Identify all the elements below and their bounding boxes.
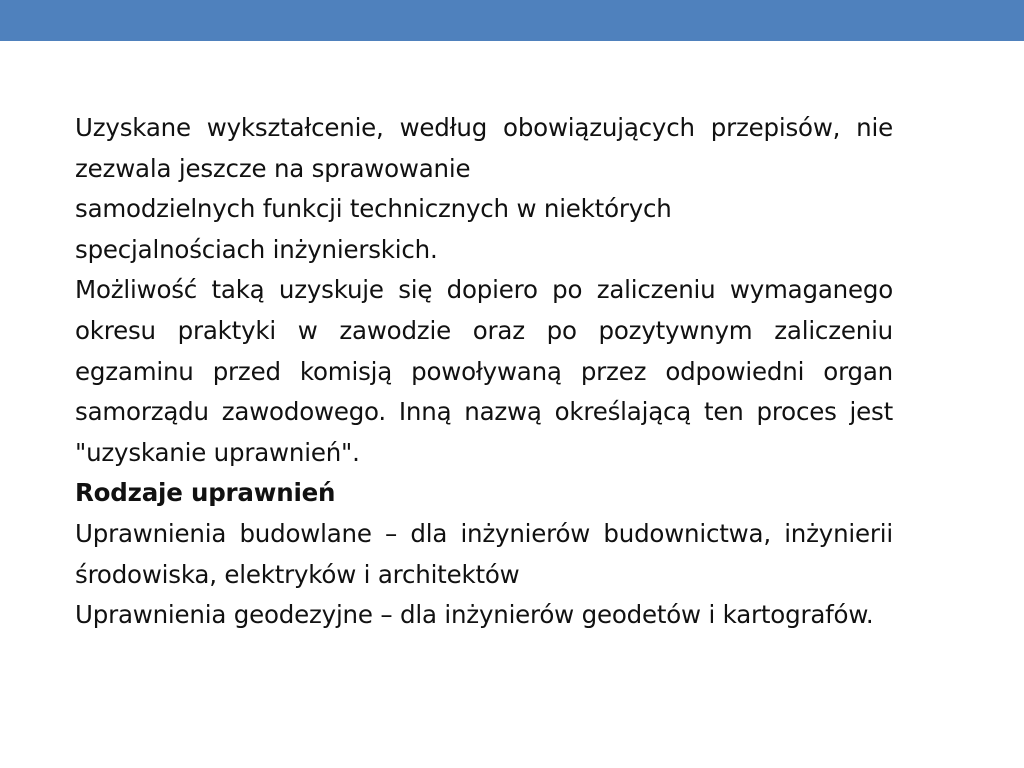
list-item-geodesy: Uprawnienia geodezyjne – dla inżynierów geodetów i kartografów.: [75, 600, 874, 630]
section-heading: Rodzaje uprawnień: [75, 478, 336, 508]
intro-paragraph-tail: samodzielnych funkcji technicznych w niektórych: [75, 194, 672, 224]
intro-paragraph-justified: Uzyskane wykształcenie, według obowiązujących przepisów, nie zezwala jeszcze na sprawowanie: [75, 113, 893, 183]
list-item-building: Uprawnienia budowlane – dla inżynierów budownictwa, inżynierii środowiska, elektryków i architektów: [75, 518, 893, 589]
slide-body: [75, 108, 893, 636]
intro-paragraph: [75, 108, 893, 189]
qualification-paragraph: Możliwość taką uzyskuje się dopiero po zaliczeniu wymaganego okresu praktyki w zawodzie oraz po pozytywnym zaliczeniu egzaminu przed komisją powoływaną przez odpowiedni organ samorządu zawodowego. Inną nazwą określającą ten proces jest "uzyskanie uprawnień".: [75, 275, 893, 467]
intro-paragraph-last: specjalnościach inżynierskich.: [75, 234, 438, 264]
top-accent-bar: [0, 0, 1024, 41]
intro-paragraph-tail-block: [75, 189, 893, 270]
